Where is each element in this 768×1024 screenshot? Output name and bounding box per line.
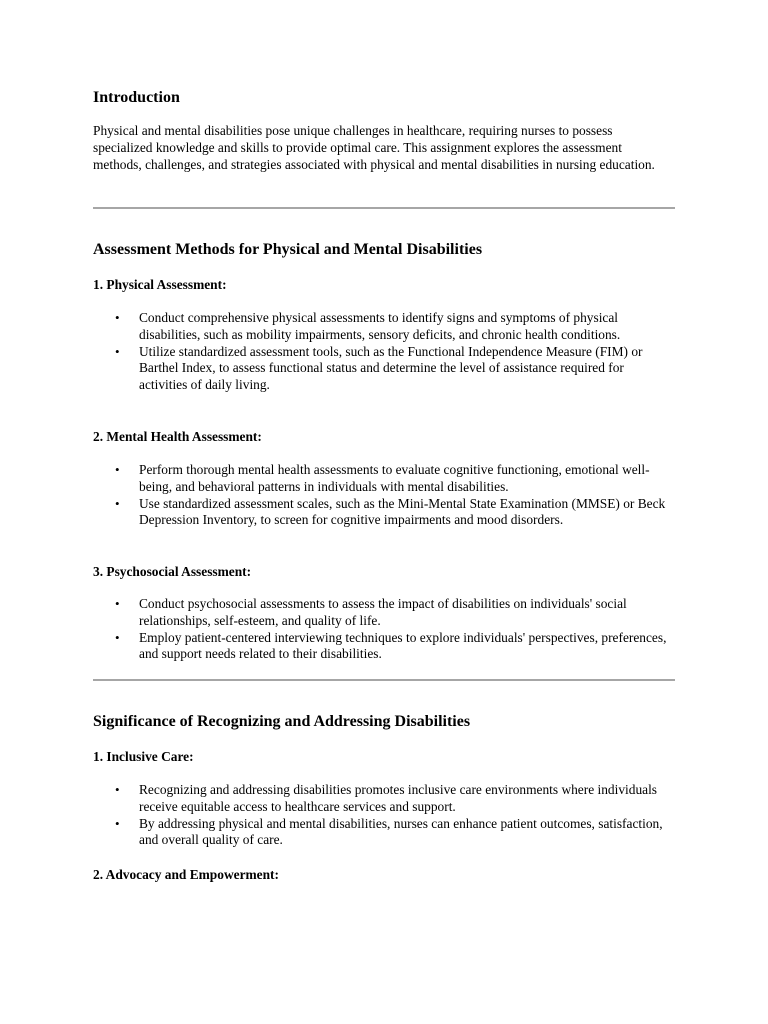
inclusive-care-list bbox=[93, 782, 671, 849]
physical-assessment-heading: 1. Physical Assessment: bbox=[93, 277, 227, 292]
psychosocial-assessment-heading: 3. Psychosocial Assessment: bbox=[93, 564, 252, 579]
significance-heading: Significance of Recognizing and Addressing Disabilities bbox=[93, 713, 471, 730]
section-divider bbox=[93, 679, 675, 681]
mental-health-assessment-list bbox=[93, 462, 671, 529]
intro-paragraph: Physical and mental disabilities pose unique challenges in healthcare, requiring nurses to possess specialized knowledge and skills to provide optimal care. This assignment explores the assessment methods, challenges, and strategies associated with physical and mental disabilities in nursing education. bbox=[93, 123, 655, 172]
physical-assessment-list bbox=[93, 310, 671, 394]
list-item: • Conduct comprehensive physical assessments to identify signs and symptoms of physical disabilities, such as mobility impairments, sensory deficits, and chronic health conditions. bbox=[93, 310, 671, 344]
section-divider bbox=[93, 207, 675, 209]
psychosocial-assessment-list bbox=[93, 596, 671, 663]
assessment-heading: Assessment Methods for Physical and Mental Disabilities bbox=[93, 241, 483, 258]
list-item: • By addressing physical and mental disabilities, nurses can enhance patient outcomes, satisfaction, and overall quality of care. bbox=[93, 816, 671, 850]
list-item: • Recognizing and addressing disabilities promotes inclusive care environments where individuals receive equitable access to healthcare services and support. bbox=[93, 782, 671, 816]
advocacy-empowerment-heading: 2. Advocacy and Empowerment: bbox=[93, 867, 279, 882]
list-item: • Employ patient-centered interviewing techniques to explore individuals' perspectives, preferences, and support needs related to their disabilities. bbox=[93, 630, 671, 664]
mental-health-assessment-heading: 2. Mental Health Assessment: bbox=[93, 429, 262, 444]
list-item: • Conduct psychosocial assessments to assess the impact of disabilities on individuals' social relationships, self-esteem, and quality of life. bbox=[93, 596, 671, 630]
list-item: • Use standardized assessment scales, such as the Mini-Mental State Examination (MMSE) or Beck Depression Inventory, to screen for cognitive impairments and mood disorders. bbox=[93, 496, 671, 530]
list-item: • Utilize standardized assessment tools, such as the Functional Independence Measure (FIM) or Barthel Index, to assess functional status and determine the level of assistance required for activities of daily living. bbox=[93, 344, 671, 394]
list-item: • Perform thorough mental health assessments to evaluate cognitive functioning, emotional well-being, and behavioral patterns in individuals with mental disabilities. bbox=[93, 462, 671, 496]
intro-heading: Introduction bbox=[93, 89, 180, 106]
inclusive-care-heading: 1. Inclusive Care: bbox=[93, 749, 194, 764]
